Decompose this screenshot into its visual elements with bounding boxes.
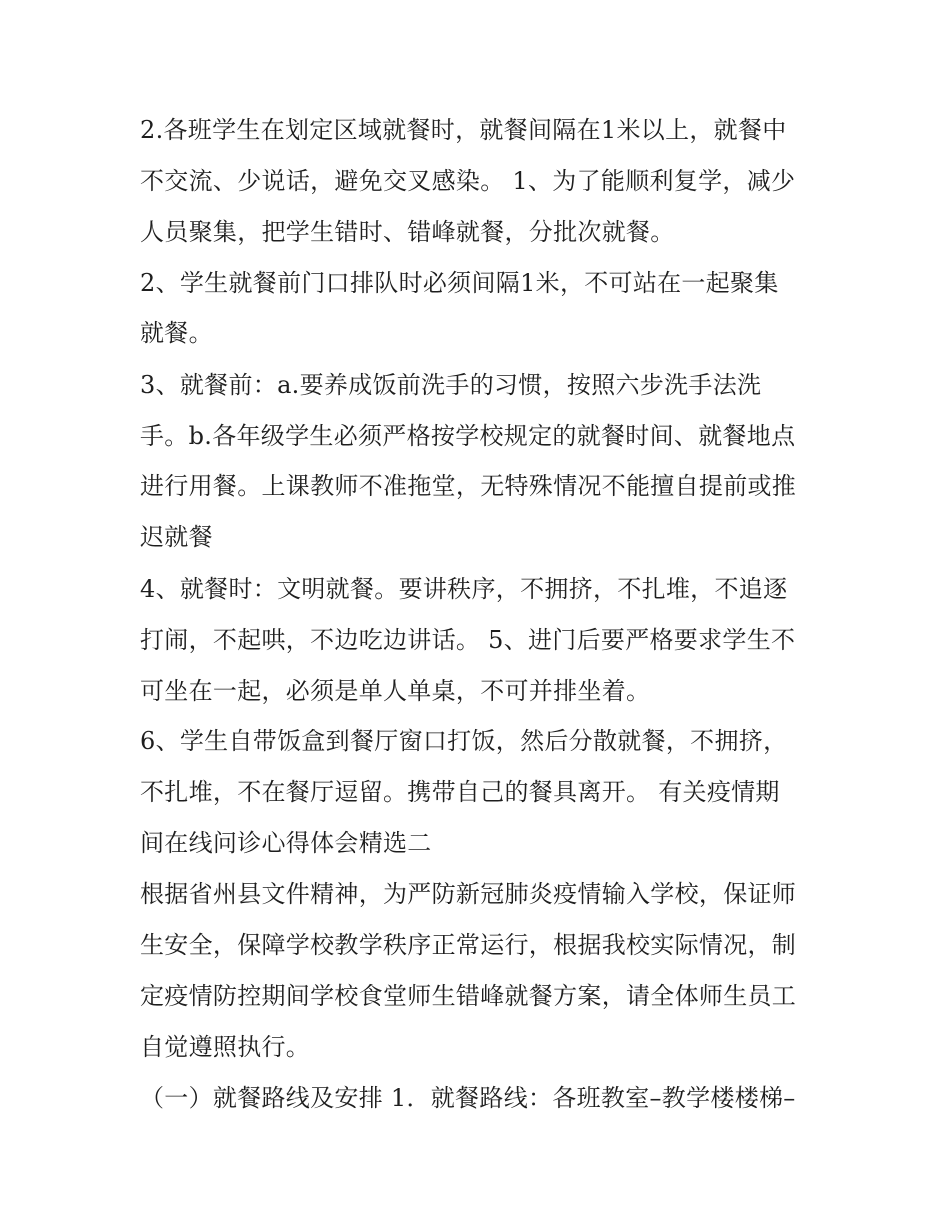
text-line-8: 进行用餐。上课教师不准拖堂，无特殊情况不能擅自提前或推	[140, 472, 797, 500]
text-line-11: 打闹，不起哄，不边吃边讲话。 5、进门后要严格要求学生不	[140, 626, 796, 654]
text-line-13: 6、学生自带饭盒到餐厅窗口打饭，然后分散就餐，不拥挤，	[140, 727, 788, 755]
text-line-17: 生安全，保障学校教学秩序正常运行，根据我校实际情况，制	[140, 931, 797, 959]
text-line-6: 3、就餐前：a.要养成饭前洗手的习惯，按照六步洗手法洗	[140, 371, 762, 399]
text-line-18: 定疫情防控期间学校食堂师生错峰就餐方案，请全体师生员工	[140, 982, 797, 1010]
text-line-3: 人员聚集，把学生错时、错峰就餐，分批次就餐。	[140, 218, 675, 246]
text-line-4: 2、学生就餐前门口排队时必须间隔1米，不可站在一起聚集	[140, 269, 779, 297]
text-line-19: 自觉遵照执行。	[140, 1033, 311, 1061]
text-line-20: （一）就餐路线及安排 1．就餐路线：各班教室–教学楼楼梯–	[140, 1084, 796, 1112]
text-line-10: 4、就餐时：文明就餐。要讲秩序，不拥挤，不扎堆，不追逐	[140, 575, 788, 603]
text-line-7: 手。b.各年级学生必须严格按学校规定的就餐时间、就餐地点	[140, 422, 796, 450]
text-line-14: 不扎堆，不在餐厅逗留。携带自己的餐具离开。 有关疫情期	[140, 778, 780, 806]
text-line-15: 间在线问诊心得体会精选二	[140, 829, 432, 857]
text-line-2: 不交流、少说话，避免交叉感染。 1、为了能顺利复学，减少	[140, 167, 796, 195]
text-line-1: 2.各班学生在划定区域就餐时，就餐间隔在1米以上，就餐中	[140, 116, 787, 144]
text-line-5: 就餐。	[140, 319, 213, 347]
text-line-12: 可坐在一起，必须是单人单桌，不可并排坐着。	[140, 677, 651, 705]
text-line-9: 迟就餐	[140, 523, 213, 551]
text-line-16: 根据省州县文件精神，为严防新冠肺炎疫情输入学校，保证师	[140, 880, 797, 908]
